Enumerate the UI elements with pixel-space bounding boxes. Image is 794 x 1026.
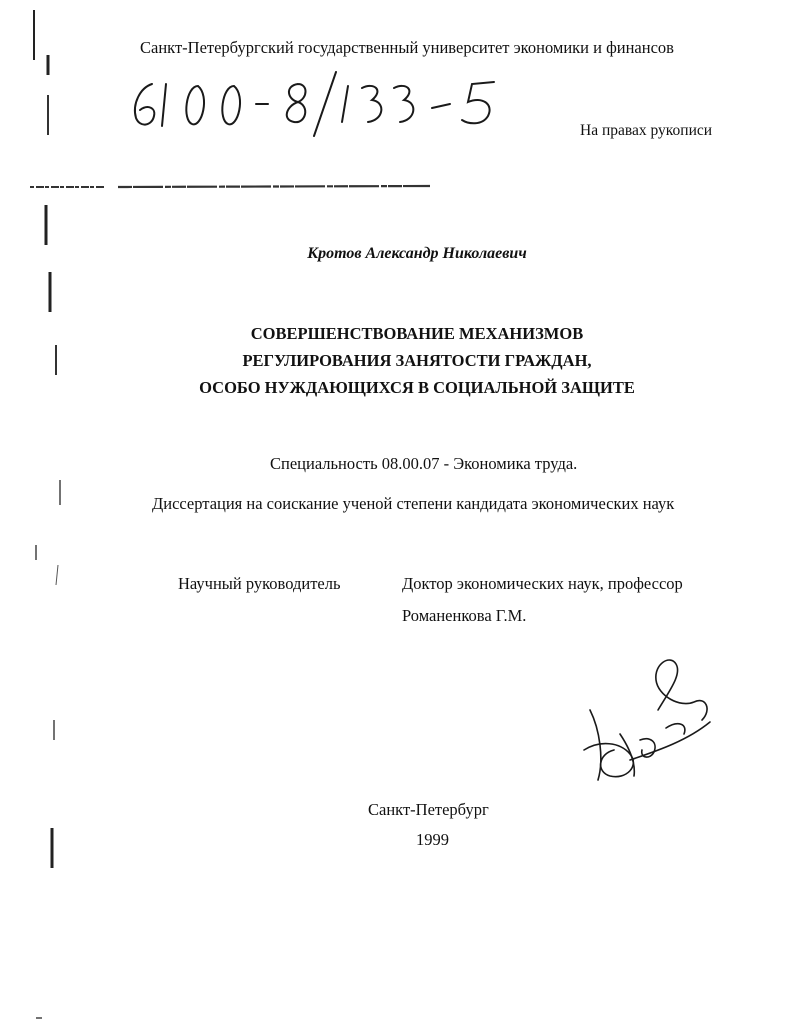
dissertation-title <box>0 320 794 401</box>
specialty-line: Специальность 08.00.07 - Экономика труда. <box>270 454 578 473</box>
title-line: СОВЕРШЕНСТВОВАНИЕ МЕХАНИЗМОВ <box>250 324 584 343</box>
city: Санкт-Петербург <box>368 800 489 819</box>
advisor-degree: Доктор экономических наук, профессор <box>402 574 683 593</box>
manuscript-rights-note: На правах рукописи <box>580 122 713 139</box>
year: 1999 <box>416 830 449 849</box>
author-name: Кротов Александр Николаевич <box>307 245 527 262</box>
handwritten-catalog-number <box>122 70 522 140</box>
title-line: РЕГУЛИРОВАНИЯ ЗАНЯТОСТИ ГРАЖДАН, <box>242 351 592 370</box>
dissertation-degree-line: Диссертация на соискание ученой степени кандидата экономических наук <box>152 494 675 513</box>
advisor-name: Романенкова Г.М. <box>402 606 527 625</box>
advisor-label: Научный руководитель <box>178 574 341 593</box>
scan-margin-marks <box>0 0 80 1026</box>
signature-image <box>570 650 730 790</box>
university-name: Санкт-Петербургский государственный университет экономики и финансов <box>140 38 674 57</box>
title-line: ОСОБО НУЖДАЮЩИХСЯ В СОЦИАЛЬНОЙ ЗАЩИТЕ <box>199 378 635 397</box>
scan-noise-line <box>30 182 430 192</box>
